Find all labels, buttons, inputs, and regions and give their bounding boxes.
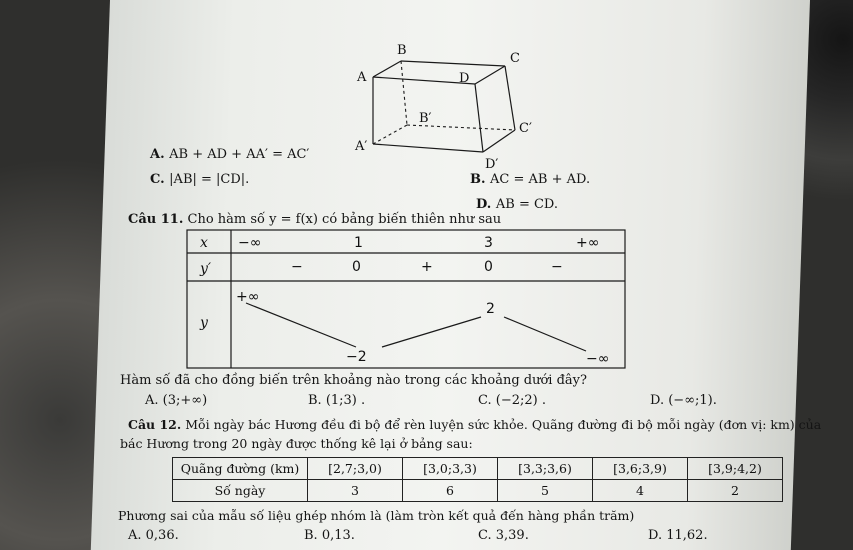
q12-option-b: B. 0,13. xyxy=(304,528,355,543)
table-row xyxy=(173,480,783,502)
freq-count: 4 xyxy=(593,480,688,502)
label-D: D xyxy=(459,71,470,86)
vt-x-2: 3 xyxy=(484,235,493,251)
vt-arrow-down-2 xyxy=(504,317,586,351)
edge-BB-hidden xyxy=(401,61,407,125)
vt-y-2: −2 xyxy=(346,349,367,365)
freq-interval: [3,3;3,6) xyxy=(498,458,593,480)
vt-y-label: y xyxy=(200,315,208,331)
frequency-table xyxy=(172,457,783,502)
q11-option-b: B. (1;3) . xyxy=(308,393,366,408)
label-A: A xyxy=(357,70,367,85)
q10-option-d: D. AB = CD. xyxy=(476,197,559,212)
freq-row1-label: Quãng đường (km) xyxy=(173,458,308,480)
cube-figure xyxy=(335,40,555,180)
vt-y-3: −∞ xyxy=(586,351,610,367)
edge-BC xyxy=(401,61,505,66)
edge-AB-hidden xyxy=(373,125,407,144)
freq-interval: [3,9;4,2) xyxy=(688,458,783,480)
vt-y-1: 2 xyxy=(486,301,495,317)
vt-yp-4: − xyxy=(551,259,563,275)
vt-arrow-down-1 xyxy=(246,303,356,347)
edge-AD-prime xyxy=(373,144,483,152)
freq-count: 5 xyxy=(498,480,593,502)
freq-interval: [3,0;3,3) xyxy=(403,458,498,480)
vt-arrow-up xyxy=(382,317,481,347)
vt-yp-3: 0 xyxy=(484,259,493,275)
vt-yp-0: − xyxy=(291,259,303,275)
q10-option-a: A. AB + AD + AA′ = AC′ xyxy=(150,147,310,162)
q11-option-d: D. (−∞;1). xyxy=(650,393,717,408)
label-B: B xyxy=(397,43,407,58)
freq-count: 3 xyxy=(308,480,403,502)
vt-yp-1: 0 xyxy=(352,259,361,275)
label-C-prime: C′ xyxy=(519,121,532,136)
q12-option-a: A. 0,36. xyxy=(128,528,179,543)
vt-yp-label: y′ xyxy=(200,261,212,277)
label-C: C xyxy=(510,51,520,66)
table-row xyxy=(173,458,783,480)
edge-AB xyxy=(373,61,401,77)
vt-x-3: +∞ xyxy=(576,235,600,251)
q12-stem-line2: bác Hương trong 20 ngày được thống kê lại ở bảng sau: xyxy=(120,436,473,451)
q11-question: Hàm số đã cho đồng biến trên khoảng nào trong các khoảng dưới đây? xyxy=(120,373,587,388)
freq-count: 6 xyxy=(403,480,498,502)
freq-row2-label: Số ngày xyxy=(173,480,308,502)
freq-interval: [3,6;3,9) xyxy=(593,458,688,480)
q12-option-c: C. 3,39. xyxy=(478,528,529,543)
vt-y-0: +∞ xyxy=(236,289,260,305)
label-B-prime: B′ xyxy=(419,111,432,126)
edge-DD xyxy=(475,84,483,152)
q10-option-b: B. AC = AB + AD. xyxy=(470,172,591,187)
edge-DC-prime xyxy=(483,130,515,152)
q12-question: Phương sai của mẫu số liệu ghép nhóm là (làm tròn kết quả đến hàng phần trăm) xyxy=(118,508,635,523)
vt-x-0: −∞ xyxy=(238,235,262,251)
vt-x-1: 1 xyxy=(354,235,363,251)
q12-stem-line1: Câu 12. Mỗi ngày bác Hương đều đi bộ để rèn luyện sức khỏe. Quãng đường đi bộ mỗi ngày (đơn vị: km) của xyxy=(128,417,822,432)
freq-interval: [2,7;3,0) xyxy=(308,458,403,480)
q11-option-a: A. (3;+∞) xyxy=(145,393,208,408)
edge-CC xyxy=(505,66,515,130)
q12-option-d: D. 11,62. xyxy=(648,528,708,543)
q11-stem: Câu 11. Cho hàm số y = f(x) có bảng biến thiên như sau xyxy=(128,212,502,227)
label-D-prime: D′ xyxy=(485,157,499,172)
variation-table xyxy=(186,229,626,369)
vt-x-label: x xyxy=(200,235,208,251)
edge-DC xyxy=(475,66,505,84)
freq-count: 2 xyxy=(688,480,783,502)
q10-option-c: C. |AB| = |CD|. xyxy=(150,172,250,187)
q11-option-c: C. (−2;2) . xyxy=(478,393,546,408)
label-A-prime: A′ xyxy=(355,139,368,154)
vt-yp-2: + xyxy=(421,259,433,275)
